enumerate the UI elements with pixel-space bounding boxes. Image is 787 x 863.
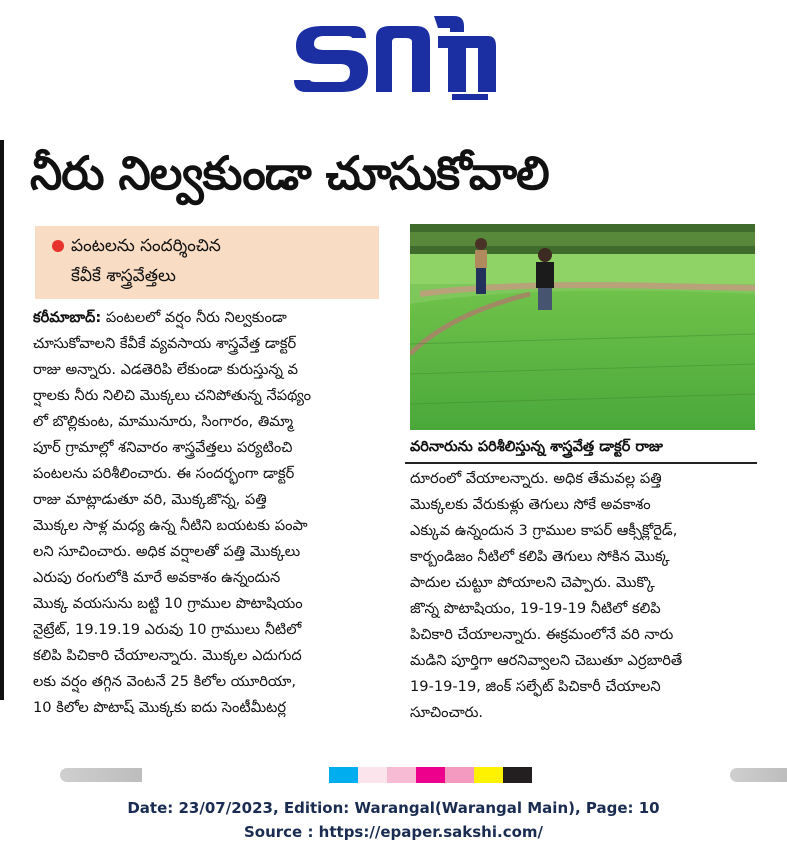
column2-line: ఎక్కువ ఉన్నందున 3 గ్రాముల కాపర్ ఆక్సీక్లోరైడ్,: [410, 522, 678, 539]
column2-line: మొక్కలకు వేరుకుళ్లు తెగులు సోకే అవకాశం: [410, 496, 651, 513]
swatch-cyan: [329, 767, 358, 783]
column1-line: లకు వర్షం తగ్గిన వెంటనే 25 కిలోల యూరియా,: [33, 673, 296, 690]
column1-line: మొక్క వయసును బట్టి 10 గ్రాముల పొటాషియం: [33, 595, 303, 612]
color-swatch-bar: [329, 767, 532, 783]
column1-line: ర్షాలకు నీరు నిలిచి మొక్కలు చనిపోతున్న నేపథ్యం: [33, 387, 312, 404]
footer-source-line: Source : https://epaper.sakshi.com/: [243, 823, 543, 841]
subheading-line-2: కేవీకే శాస్త్రవేత్తలు: [71, 266, 176, 286]
bullet-icon: [52, 240, 64, 252]
column1-line: చూసుకోవాలని కేవీకే వ్యవసాయ శాస్త్రవేత్త డాక్టర్: [33, 335, 297, 352]
article-column-1: [33, 305, 383, 721]
photo-caption: వరినారును పరిశీలిస్తున్న శాస్త్రవేత్త డాక్టర్ రాజు: [410, 439, 663, 455]
column1-line: పంటలను పరిశీలించారు. ఈ సందర్భంగా డాక్టర్: [33, 465, 295, 482]
print-registration-bar-left: [60, 768, 142, 782]
print-registration-bar-right: [730, 768, 787, 782]
swatch-magenta: [416, 767, 445, 783]
left-margin-rule: [0, 140, 4, 700]
column2-line: 19-19-19, జింక్ సల్ఫేట్ పిచికారీ చేయాలని: [410, 678, 661, 695]
column1-line: మొక్కల సాళ్ల మధ్య ఉన్న నీటిని బయటకు పంపా: [33, 517, 308, 534]
column1-line: లో బొల్లికుంట, మామునూరు, సింగారం, తిమ్మా: [33, 413, 294, 430]
column1-text: పంటలలో వర్షం నీరు నిల్వకుండా: [105, 309, 287, 326]
headline: నీరు నిల్వకుండా చూసుకోవాలి: [30, 146, 549, 200]
swatch-light-pink: [387, 767, 416, 783]
subheading-line-1: పంటలను సందర్శించిన: [71, 236, 221, 256]
footer-date-line: Date: 23/07/2023, Edition: Warangal(Warangal Main), Page: 10: [127, 799, 660, 817]
swatch-pale-pink: [358, 767, 387, 783]
swatch-yellow: [474, 767, 503, 783]
column1-line: రాజు అన్నారు. ఎడతెరిపి లేకుండా కురుస్తున్న వ: [33, 361, 298, 378]
masthead: [0, 0, 787, 120]
caption-divider: [405, 462, 757, 464]
column2-line: జొన్న పొటాషియం, 19-19-19 నీటిలో కలిపి: [410, 600, 661, 617]
sakshi-logo: [292, 8, 497, 100]
swatch-pink: [445, 767, 474, 783]
subheading-box: [35, 226, 379, 299]
column1-line: 10 కిలోల పొటాష్ మొక్కకు ఐదు సెంటీమీటర్ల: [33, 699, 287, 716]
column2-line: పిచికారి చేయాలన్నారు. ఈక్రమంలోనే వరి నారు: [410, 626, 674, 643]
dateline: కరీమాబాద్:: [33, 309, 102, 326]
column1-line: రాజు మాట్లాడుతూ వరి, మొక్కజొన్న, పత్తి: [33, 491, 267, 508]
column2-line: దూరంలో వేయాలన్నారు. అధిక తేమవల్ల పత్తి: [410, 470, 662, 487]
column1-line: పూర్ గ్రామాల్లో శనివారం శాస్త్రవేత్తలు పర్యటించి: [33, 439, 293, 456]
article-column-2: [410, 466, 760, 726]
column2-line: మడిని పూర్తిగా ఆరనివ్వాలని చెబుతూ ఎర్రబారితే: [410, 652, 683, 669]
column1-line-1: [33, 305, 383, 331]
article-photo: [410, 224, 755, 430]
column2-line: సూచించారు.: [410, 704, 484, 721]
column2-line: పాదుల చుట్టూ పోయాలని చెప్పారు. మొక్కొ: [410, 574, 655, 591]
column1-line: కలిపి పిచికారి చేయాలన్నారు. మొక్కల ఎదుగుద: [33, 647, 302, 664]
swatch-black: [503, 767, 532, 783]
column1-line: ఎరుపు రంగులోకి మారే అవకాశం ఉన్నందున: [33, 569, 281, 586]
column1-line: లని సూచించారు. అధిక వర్షాలతో పత్తి మొక్కలు: [33, 543, 301, 560]
column1-line: నైట్రేట్, 19.19.19 ఎరువు 10 గ్రాములు నీటిలో: [33, 621, 302, 638]
column2-line: కార్బండిజం నీటిలో కలిపి తెగులు సోకిన మొక్క: [410, 548, 670, 565]
